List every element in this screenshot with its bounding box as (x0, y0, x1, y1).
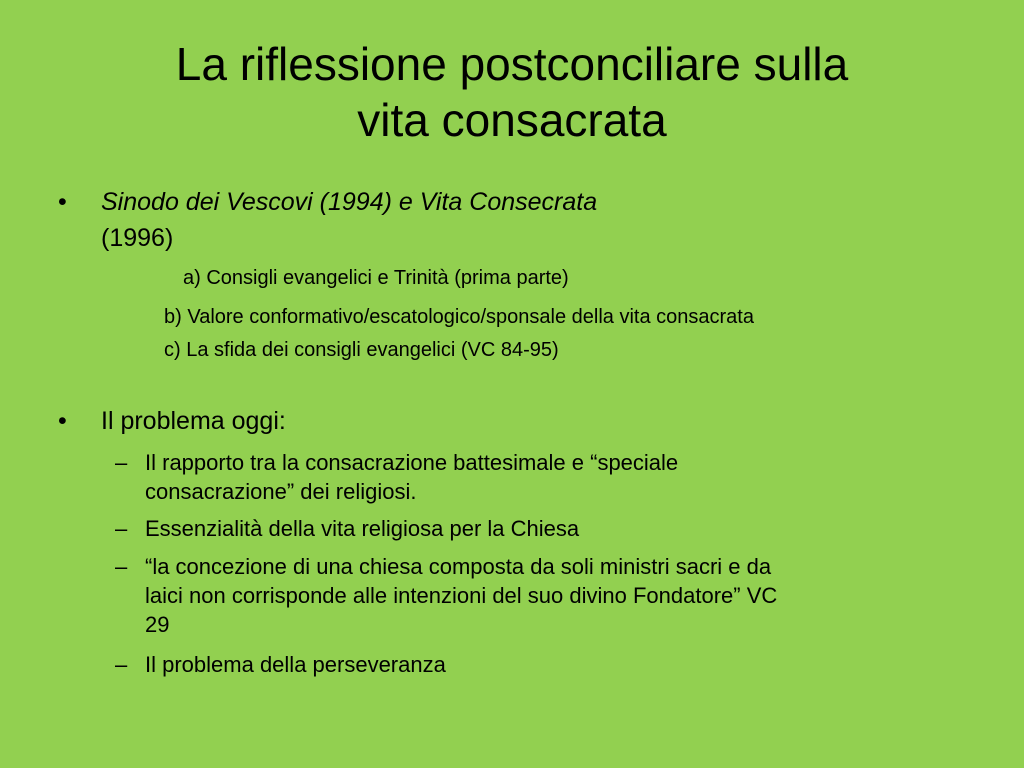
dash-item-1-text (145, 448, 985, 506)
sub-item-c: c) La sfida dei consigli evangelici (VC 84-95) (164, 339, 559, 361)
slide-title (62, 36, 962, 148)
dash-item-3-text (145, 552, 985, 639)
dash-item-3-line-3: 29 (145, 612, 170, 637)
bullet-sinodo-line-1: Sinodo dei Vescovi (1994) e Vita Consecrata (101, 188, 598, 216)
dash-item-4-text (145, 650, 985, 679)
title-line-2: vita consacrata (357, 94, 667, 146)
bullet-sinodo-year (101, 222, 173, 254)
title-line-1: La riflessione postconciliare sulla (175, 38, 849, 90)
dash-item-2-text (145, 514, 985, 543)
dash-marker: – (115, 652, 128, 677)
sub-item-b: b) Valore conformativo/escatologico/sponsale della vita consacrata (164, 306, 754, 328)
dash-item-4-line-1: Il problema della perseveranza (145, 652, 446, 677)
bullet-marker: • (58, 188, 67, 216)
dash-item-3-line-2: laici non corrisponde alle intenzioni del suo divino Fondatore” VC (145, 583, 778, 608)
sub-item-a: a) Consigli evangelici e Trinità (prima parte) (183, 267, 569, 289)
bullet-sinodo-text (101, 186, 597, 218)
bullet-problema-text: Il problema oggi: (101, 407, 286, 435)
dash-marker: – (115, 516, 128, 541)
bullet-sinodo-line-2: (1996) (101, 224, 174, 252)
dash-marker: – (115, 554, 128, 579)
dash-marker: – (115, 450, 128, 475)
bullet-marker: • (58, 407, 67, 435)
dash-item-1-line-1: Il rapporto tra la consacrazione battesimale e “speciale (145, 450, 679, 475)
dash-item-2-line-1: Essenzialità della vita religiosa per la Chiesa (145, 516, 580, 541)
dash-item-3-line-1: “la concezione di una chiesa composta da soli ministri sacri e da (145, 554, 772, 579)
dash-item-1-line-2: consacrazione” dei religiosi. (145, 479, 417, 504)
